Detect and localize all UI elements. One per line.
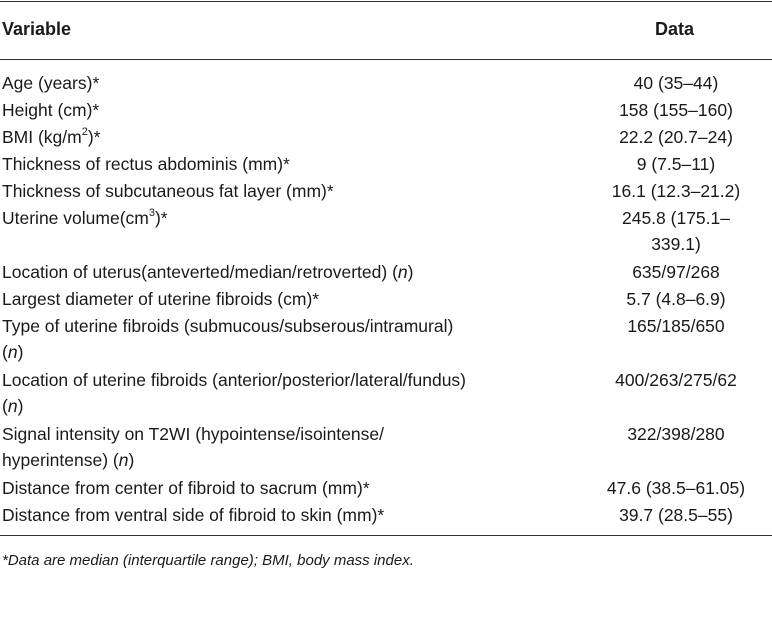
variable-text: Distance from ventral side of fibroid to skin (mm)*: [2, 505, 385, 525]
variable-line: [2, 447, 582, 473]
variable-text: Thickness of rectus abdominis (mm)*: [2, 154, 290, 174]
data-cell: 40 (35–44): [633, 73, 719, 93]
table-footnote: *Data are median (interquartile range); BMI, body mass index.: [2, 552, 414, 569]
data-cell: 16.1 (12.3–21.2): [611, 181, 741, 201]
header-rule: [0, 59, 772, 60]
variable-cell: [2, 367, 582, 419]
variable-text: ): [128, 450, 135, 470]
variable-text: )*: [154, 208, 168, 228]
variable-line: [2, 393, 582, 419]
variable-text: BMI (kg/m: [2, 127, 82, 147]
variable-cell: [2, 286, 582, 312]
variable-line: [2, 339, 582, 365]
variable-cell: [2, 502, 582, 528]
variable-text: )*: [87, 127, 101, 147]
italic-n: n: [7, 342, 18, 362]
table-bottom-rule: [0, 535, 772, 536]
variable-text: (: [2, 342, 8, 362]
column-header-data: Data: [655, 19, 695, 39]
variable-text: ): [17, 396, 24, 416]
data-line: 245.8 (175.1–: [621, 208, 730, 228]
data-cell: 47.6 (38.5–61.05): [606, 478, 746, 498]
variable-text: hyperintense) (: [2, 450, 119, 470]
data-cell: 39.7 (28.5–55): [619, 505, 733, 525]
variable-cell: [2, 205, 582, 231]
variable-cell: [2, 421, 582, 473]
variable-cell: [2, 151, 582, 177]
variable-cell: [2, 259, 582, 285]
variable-text: Location of uterus(anteverted/median/retroverted) (: [2, 262, 398, 282]
column-header-variable: Variable: [2, 19, 72, 39]
variable-line: Signal intensity on T2WI (hypointense/isointense/: [2, 424, 384, 444]
data-cell: [582, 205, 770, 257]
data-cell: 5.7 (4.8–6.9): [626, 289, 726, 309]
variable-cell: [2, 313, 582, 365]
variable-cell: [2, 97, 582, 123]
variable-text: Uterine volume(cm: [2, 208, 149, 228]
data-cell: 22.2 (20.7–24): [619, 127, 733, 147]
variable-text: ): [407, 262, 414, 282]
variable-text: Age (years)*: [2, 73, 100, 93]
data-cell: 165/185/650: [627, 316, 725, 336]
variable-text: (: [2, 396, 8, 416]
data-cell: 322/398/280: [627, 424, 725, 444]
variable-cell: [2, 124, 582, 150]
data-cell: 400/263/275/62: [615, 370, 737, 390]
table-top-rule: [0, 1, 772, 2]
variable-text: Largest diameter of uterine fibroids (cm)*: [2, 289, 320, 309]
variable-cell: [2, 70, 582, 96]
variable-text: Height (cm)*: [2, 100, 100, 120]
variable-text: ): [17, 342, 24, 362]
data-cell: 635/97/268: [632, 262, 720, 282]
variable-cell: [2, 475, 582, 501]
data-cell: 9 (7.5–11): [636, 154, 716, 174]
italic-n: n: [118, 450, 129, 470]
variable-line: Type of uterine fibroids (submucous/subserous/intramural): [2, 316, 454, 336]
data-cell: 158 (155–160): [619, 100, 733, 120]
data-line: 339.1): [651, 234, 701, 254]
variable-cell: [2, 178, 582, 204]
variable-line: Location of uterine fibroids (anterior/posterior/lateral/fundus): [2, 370, 466, 390]
variable-text: Distance from center of fibroid to sacrum (mm)*: [2, 478, 370, 498]
superscript: 3: [148, 207, 155, 220]
italic-n: n: [7, 396, 18, 416]
variable-text: Thickness of subcutaneous fat layer (mm)*: [2, 181, 334, 201]
italic-n: n: [397, 262, 408, 282]
superscript: 2: [81, 126, 88, 139]
